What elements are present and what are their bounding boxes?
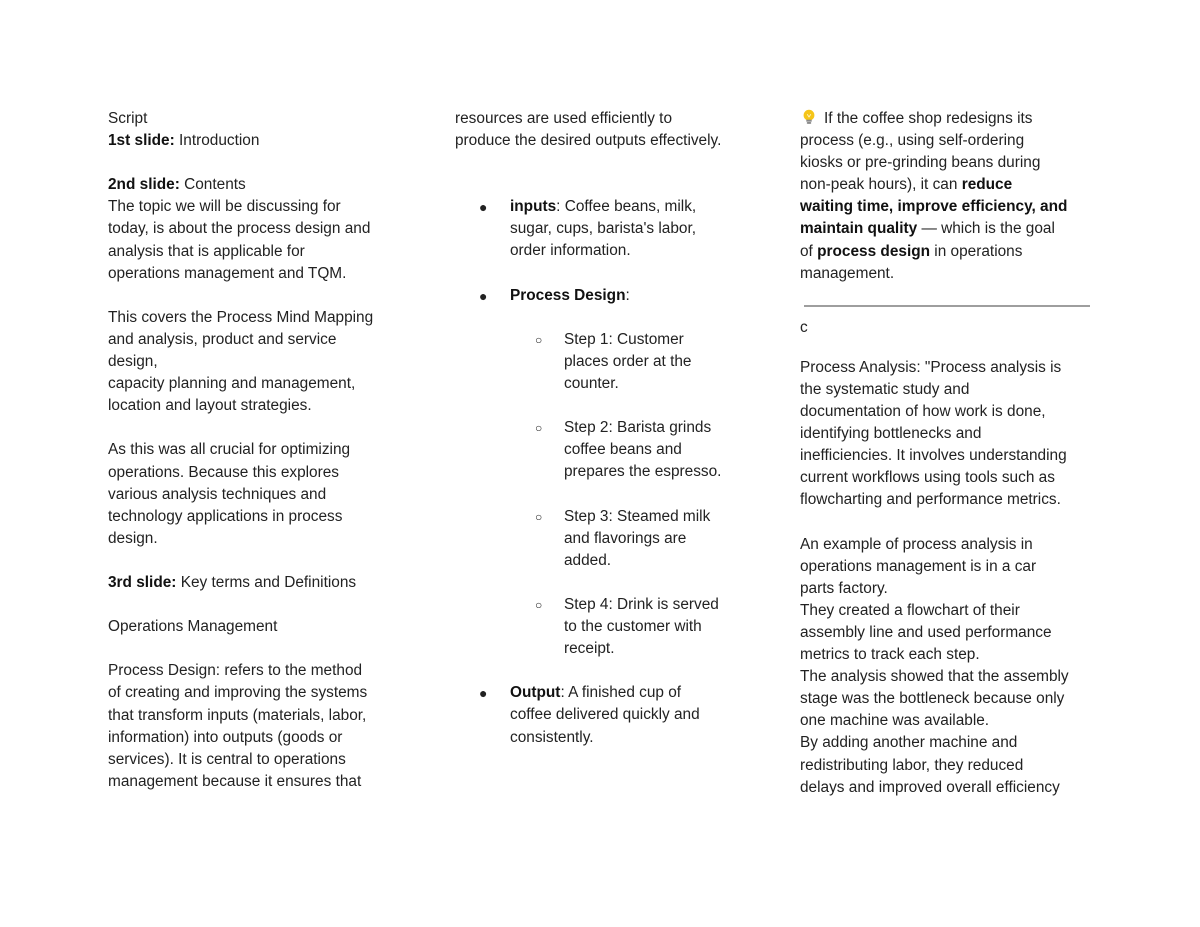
paragraph-text: operations. Because this explores xyxy=(108,463,339,481)
paragraph-text: produce the desired outputs effectively. xyxy=(455,132,722,150)
paragraph-text: The topic we will be discussing for xyxy=(108,198,341,216)
list-item-inputs: ● inputs: Coffee beans, milk, sugar, cups, barista's labor, order information. xyxy=(479,198,697,260)
paragraph-text: capacity planning and management, xyxy=(108,375,356,393)
list-item-output: ● Output: A finished cup of coffee delivered quickly and consistently. xyxy=(479,684,700,746)
paragraph-text: redistributing labor, they reduced xyxy=(800,756,1024,774)
circle-bullet-icon: ○ xyxy=(535,421,543,436)
ops-heading: Operations Management xyxy=(108,618,278,636)
paragraph-text: documentation of how work is done, xyxy=(800,403,1046,421)
paragraph-text: waiting time, improve efficiency, and xyxy=(800,198,1068,216)
tip-line: If the coffee shop redesigns its xyxy=(800,108,1100,130)
paragraph-text: process (e.g., using self-ordering xyxy=(800,132,1025,150)
paragraph-text: inefficiencies. It involves understanding xyxy=(800,447,1067,465)
circle-bullet-icon: ○ xyxy=(535,332,543,347)
paragraph-text: management. xyxy=(800,264,895,282)
paragraph-text: of creating and improving the systems xyxy=(108,684,368,702)
slide-2-line: 2nd slide: Contents xyxy=(108,176,246,194)
script-label: Script xyxy=(108,110,148,127)
bullet-icon: ● xyxy=(479,287,488,304)
paragraph-text: operations management and TQM. xyxy=(108,264,347,282)
paragraph-text: information) into outputs (goods or xyxy=(108,728,343,746)
slide-1-line: 1st slide: Introduction xyxy=(108,132,260,150)
paragraph-text: non-peak hours), it can reduce xyxy=(800,176,1013,194)
paragraph-text: They created a flowchart of their xyxy=(800,601,1020,619)
list-item-process-design: ● Process Design: xyxy=(455,285,760,307)
paragraph-text: and analysis, product and service xyxy=(108,330,337,348)
paragraph-text: Process Analysis: "Process analysis is xyxy=(800,358,1062,376)
paragraph-text: resources are used efficiently to xyxy=(455,110,673,127)
paragraph-text: stage was the bottleneck because only xyxy=(800,690,1065,708)
paragraph-text: Process Design: refers to the method xyxy=(108,662,363,680)
paragraph-text: assembly line and used performance xyxy=(800,623,1052,641)
paragraph-text: kiosks or pre-grinding beans during xyxy=(800,154,1041,172)
paragraph-text: the systematic study and xyxy=(800,380,970,398)
paragraph-text: one machine was available. xyxy=(800,712,990,730)
circle-bullet-icon: ○ xyxy=(535,509,543,524)
paragraph-text: The analysis showed that the assembly xyxy=(800,668,1069,686)
list-item-step-2: ○ Step 2: Barista grinds coffee beans and prepares the espresso. xyxy=(535,419,722,481)
lightbulb-icon xyxy=(800,108,818,126)
list-item-step-1: ○ Step 1: Customer places order at the counter. xyxy=(535,330,692,393)
paragraph-text: An example of process analysis in xyxy=(800,535,1033,553)
paragraph-text: metrics to track each step. xyxy=(800,646,980,664)
paragraph-text: design. xyxy=(108,529,158,547)
paragraph-text: By adding another machine and xyxy=(800,734,1018,752)
paragraph-text: maintain quality — which is the goal xyxy=(800,220,1055,238)
paragraph-text: location and layout strategies. xyxy=(108,397,312,415)
list-item-step-4: ○ Step 4: Drink is served to the customer with receipt. xyxy=(535,595,719,658)
paragraph-text: services). It is central to operations xyxy=(108,750,346,768)
paragraph-text: today, is about the process design and xyxy=(108,220,371,238)
paragraph-text: technology applications in process xyxy=(108,507,343,525)
paragraph-text: As this was all crucial for optimizing xyxy=(108,441,351,459)
horizontal-divider xyxy=(804,305,1090,307)
paragraph-text: operations management is in a car xyxy=(800,557,1037,575)
bullet-icon: ● xyxy=(479,685,488,702)
column-1 xyxy=(108,108,408,793)
paragraph-text: that transform inputs (materials, labor, xyxy=(108,706,367,724)
paragraph-text: current workflows using tools such as xyxy=(800,469,1055,487)
paragraph-text: design, xyxy=(108,353,158,371)
paragraph-text: flowcharting and performance metrics. xyxy=(800,491,1061,509)
slide-3-line: 3rd slide: Key terms and Definitions xyxy=(108,573,357,591)
paragraph-text: delays and improved overall efficiency xyxy=(800,778,1060,796)
column-2 xyxy=(455,108,760,749)
paragraph-text: various analysis techniques and xyxy=(108,485,327,503)
bullet-icon: ● xyxy=(479,199,488,216)
column-3 xyxy=(800,108,1100,799)
paragraph-text: parts factory. xyxy=(800,579,888,597)
paragraph-text: identifying bottlenecks and xyxy=(800,425,982,443)
circle-bullet-icon: ○ xyxy=(535,597,543,612)
paragraph-text: analysis that is applicable for xyxy=(108,242,305,260)
paragraph-text: This covers the Process Mind Mapping xyxy=(108,308,374,326)
c-label: c xyxy=(800,318,808,336)
list-item-step-3: ○ Step 3: Steamed milk and flavorings are added. xyxy=(535,507,711,569)
paragraph-text: management because it ensures that xyxy=(108,772,362,790)
paragraph-text: of process design in operations xyxy=(800,242,1023,260)
